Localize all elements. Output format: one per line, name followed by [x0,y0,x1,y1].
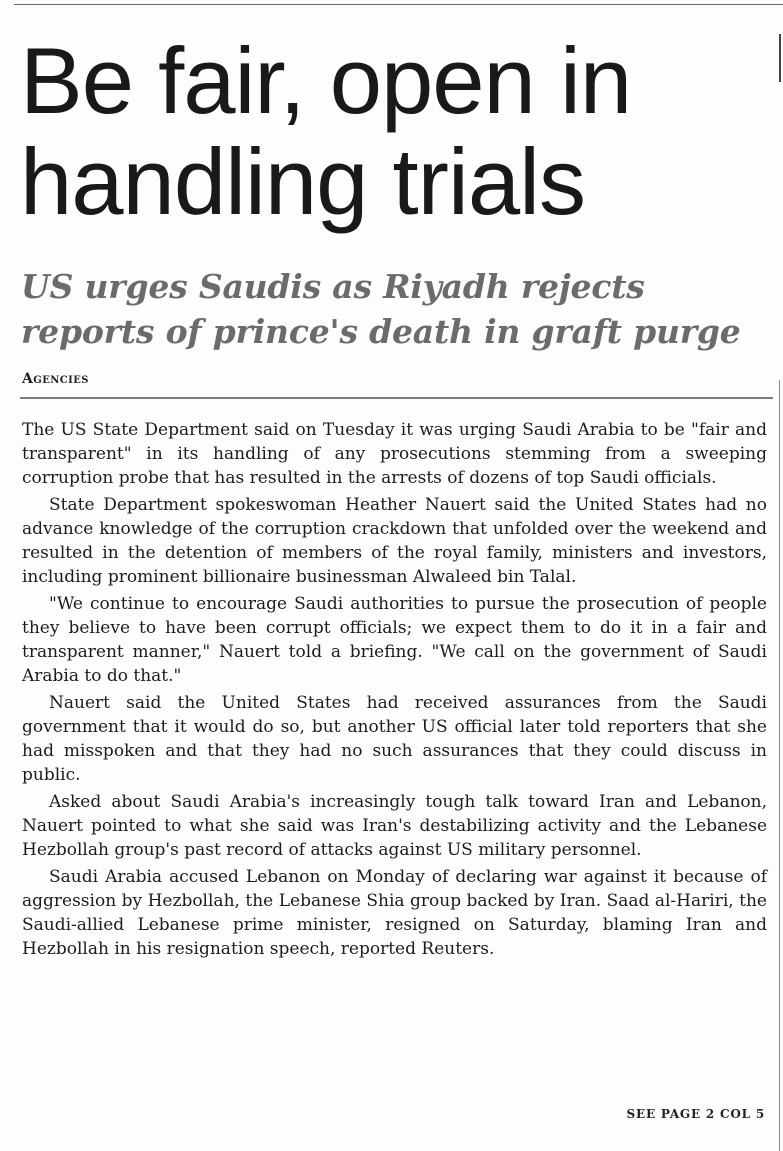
paragraph: The US State Department said on Tuesday it was urging Saudi Arabia to be "fair and transparent" in its handling of any prosecutions stemming from a sweeping corruption probe that has resulted in the arrests of dozens of top Saudi officials. [22,420,767,488]
paragraph: Nauert said the United States had received assurances from the Saudi government that it would do so, but another US official later told reporters that she had misspoken and that they had no such assurances that they could discuss in public. [22,693,767,785]
byline: Agencies [22,371,89,387]
article-body [22,418,767,964]
byline-rule [20,397,773,399]
subheadline: US urges Saudis as Riyadh rejects reports of prince's death in graft purge [21,267,741,351]
paragraph: Saudi Arabia accused Lebanon on Monday of declaring war against it because of aggression by Hezbollah, the Lebanese Shia group backed by Iran. Saad al-Hariri, the Saudi-allied Lebanese prime minister, resigned on Saturday, blaming Iran and Hezbollah in his resignation speech, reported Reuters. [22,867,767,959]
column-rule [779,380,780,1151]
continuation-note: SEE PAGE 2 COL 5 [626,1107,765,1121]
paragraph: State Department spokeswoman Heather Nauert said the United States had no advance knowledge of the corruption crackdown that unfolded over the weekend and resulted in the detention of members of the royal family, ministers and investors, including prominent billionaire businessman Alwaleed bin Talal. [22,495,767,587]
top-rule [14,4,783,5]
paragraph: "We continue to encourage Saudi authorities to pursue the prosecution of people they believe to have been corrupt officials; we expect them to do it in a fair and transparent manner," Nauert told a briefing. "We call on the government of Saudi Arabia to do that." [22,594,767,686]
paragraph: Asked about Saudi Arabia's increasingly tough talk toward Iran and Lebanon, Nauert pointed to what she said was Iran's destabilizing activity and the Lebanese Hezbollah group's past record of attacks against US military personnel. [22,792,767,860]
headline: Be fair, open in handling trials [20,28,632,234]
